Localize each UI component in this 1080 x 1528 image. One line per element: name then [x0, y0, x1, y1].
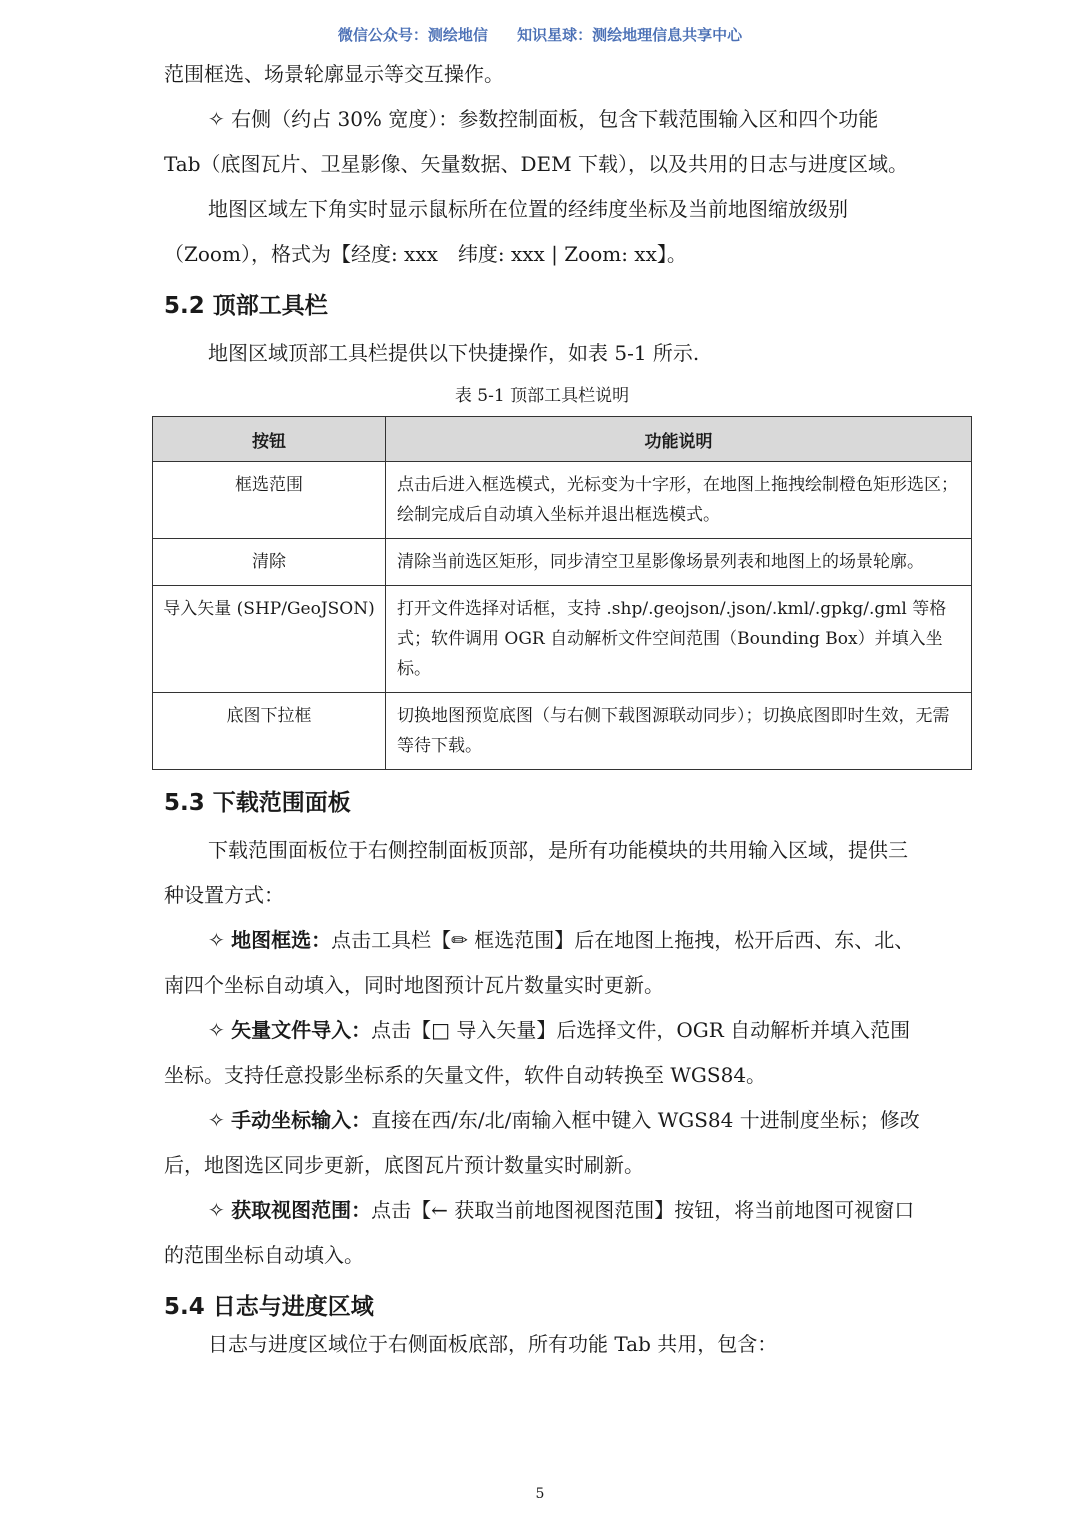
list-item-manual-input: [164, 1098, 920, 1188]
table-caption: 表 5-1 顶部工具栏说明: [454, 386, 630, 406]
list-item-map-select: [164, 918, 920, 1008]
table-row: [153, 586, 972, 693]
bullet-glyph: ✧: [208, 1018, 232, 1042]
list-item-text: 点击【← 获取当前地图视图范围】按钮，将当前地图可视窗口的范围坐标自动填入。: [164, 1198, 915, 1267]
section-5-3-intro: 下载范围面板位于右侧控制面板顶部，是所有功能模块的共用输入区域，提供三种设置方式：: [164, 838, 908, 907]
coord-note: 地图区域左下角实时显示鼠标所在位置的经纬度坐标及当前地图缩放级别（Zoom），格式为【经度: xxx 纬度: xxx | Zoom: xx】。: [164, 197, 848, 266]
bullet-right-panel: ✧ 右侧（约占 30% 宽度）：参数控制面板，包含下载范围输入区和四个功能 Tab（底图瓦片、卫星影像、矢量数据、DEM 下载），以及共用的日志与进度区域。: [164, 107, 908, 176]
intro-line: 范围框选、场景轮廓显示等交互操作。: [164, 62, 504, 86]
table-header-function: 功能说明: [386, 417, 972, 462]
section-5-2-heading: 5.2 顶部工具栏: [164, 293, 328, 319]
table-row: [153, 462, 972, 539]
list-item-view-extent: [164, 1188, 920, 1278]
section-5-2-intro: 地图区域顶部工具栏提供以下快捷操作，如表 5-1 所示.: [208, 341, 700, 365]
page-number: 5: [535, 1486, 545, 1502]
bullet-glyph: ✧: [208, 1198, 232, 1222]
table-cell-desc: 点击后进入框选模式，光标变为十字形，在地图上拖拽绘制橙色矩形选区；绘制完成后自动填入坐标并退出框选模式。: [386, 462, 972, 539]
list-item-title: 手动坐标输入：: [231, 1108, 372, 1132]
list-item-title: 矢量文件导入：: [231, 1018, 372, 1042]
watermark-wechat: 微信公众号：测绘地信: [337, 26, 488, 44]
bullet-glyph: ✧: [208, 1108, 232, 1132]
section-5-4-intro: 日志与进度区域位于右侧面板底部，所有功能 Tab 共用，包含：: [208, 1332, 778, 1356]
table-cell-button: 底图下拉框: [153, 693, 386, 770]
section-5-3-heading: 5.3 下载范围面板: [164, 790, 351, 816]
table-header-button: 按钮: [153, 417, 386, 462]
bullet-glyph: ✧: [208, 928, 232, 952]
table-cell-button: 清除: [153, 539, 386, 586]
table-cell-button: 框选范围: [153, 462, 386, 539]
watermark-header: [0, 24, 1080, 45]
table-header-row: [153, 417, 972, 462]
list-item-vector-import: [164, 1008, 920, 1098]
page-content: [163, 52, 958, 1367]
list-item-text: 点击【□ 导入矢量】后选择文件，OGR 自动解析并填入范围坐标。支持任意投影坐标系的矢量文件，软件自动转换至 WGS84。: [164, 1018, 911, 1087]
table-cell-desc: 清除当前选区矩形，同步清空卫星影像场景列表和地图上的场景轮廓。: [386, 539, 972, 586]
table-cell-button: 导入矢量 (SHP/GeoJSON): [153, 586, 386, 693]
table-cell-desc: 打开文件选择对话框，支持 .shp/.geojson/.json/.kml/.gpkg/.gml 等格式；软件调用 OGR 自动解析文件空间范围（Bounding Box）并填入坐标。: [386, 586, 972, 693]
list-item-text: 直接在西/东/北/南输入框中键入 WGS84 十进制度坐标；修改后，地图选区同步更新，底图瓦片预计数量实时刷新。: [164, 1108, 920, 1177]
list-item-title: 地图框选：: [231, 928, 332, 952]
table-row: [153, 693, 972, 770]
section-5-4-heading: 5.4 日志与进度区域: [164, 1294, 374, 1320]
watermark-zsxq: 知识星球：测绘地理信息共享中心: [517, 26, 743, 44]
list-item-title: 获取视图范围：: [231, 1198, 372, 1222]
table-cell-desc: 切换地图预览底图（与右侧下载图源联动同步）；切换底图即时生效，无需等待下载。: [386, 693, 972, 770]
list-item-text: 点击工具栏【✏ 框选范围】后在地图上拖拽，松开后西、东、北、南四个坐标自动填入，同时地图预计瓦片数量实时更新。: [164, 928, 915, 997]
table-row: [153, 539, 972, 586]
toolbar-table: [152, 416, 972, 770]
